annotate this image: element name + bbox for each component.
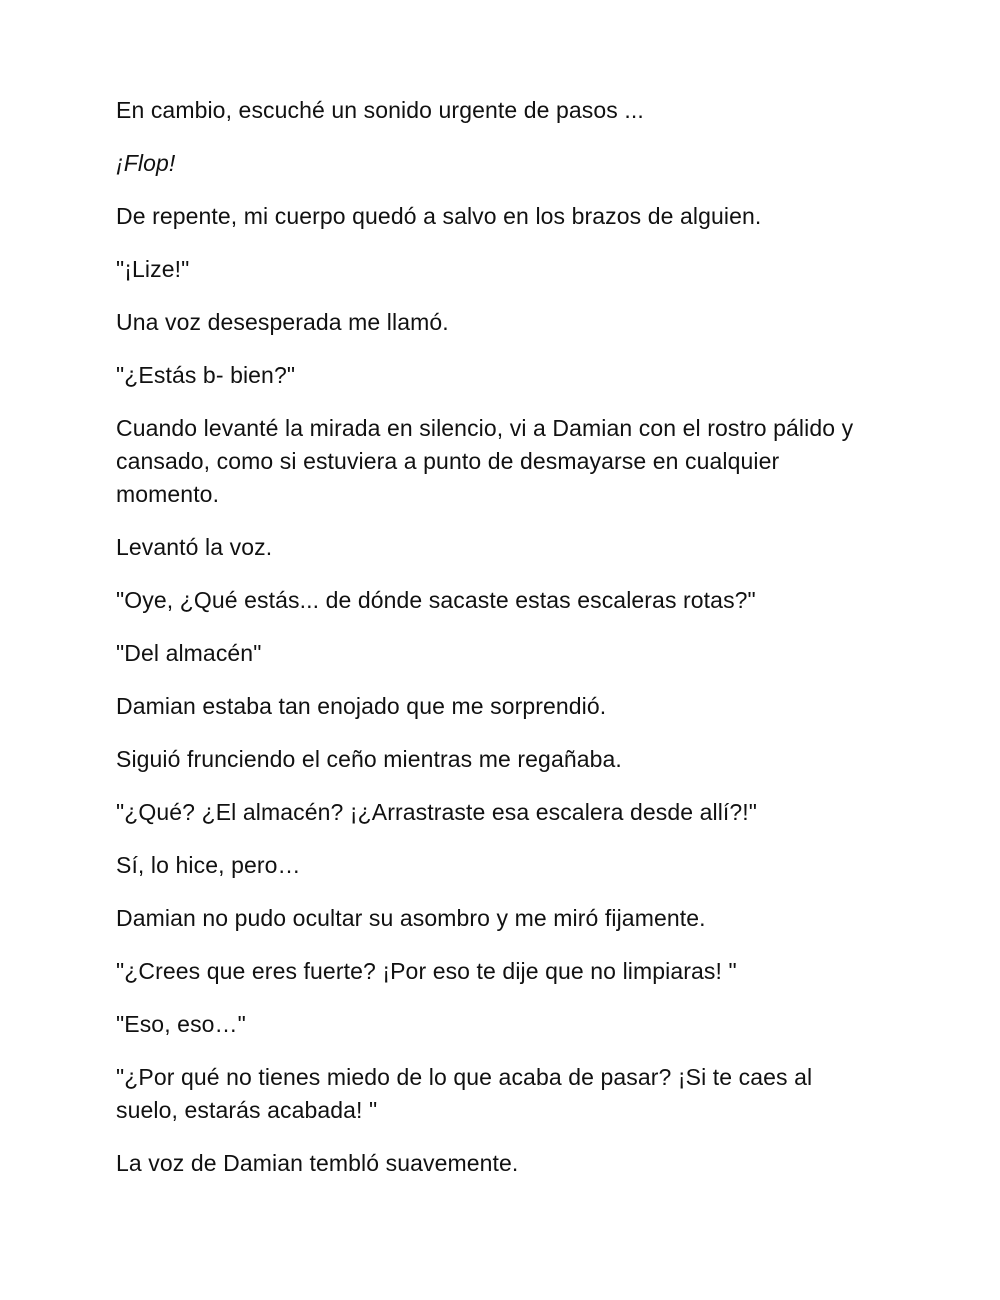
paragraph: Una voz desesperada me llamó.: [116, 309, 449, 335]
paragraph: En cambio, escuché un sonido urgente de pasos ...: [116, 97, 644, 123]
paragraph-dialogue: "¿Crees que eres fuerte? ¡Por eso te dije que no limpiaras! ": [116, 958, 737, 984]
paragraph: Damian no pudo ocultar su asombro y me miró fijamente.: [116, 905, 706, 931]
paragraph: De repente, mi cuerpo quedó a salvo en los brazos de alguien.: [116, 203, 762, 229]
paragraph: Siguió frunciendo el ceño mientras me regañaba.: [116, 746, 622, 772]
paragraph-sound-effect: ¡Flop!: [116, 150, 176, 176]
paragraph: Damian estaba tan enojado que me sorprendió.: [116, 693, 607, 719]
paragraph-dialogue: "Eso, eso…": [116, 1011, 246, 1037]
paragraph: La voz de Damian tembló suavemente.: [116, 1150, 519, 1176]
paragraph-dialogue: "Del almacén": [116, 640, 262, 666]
paragraph: Levantó la voz.: [116, 534, 273, 560]
paragraph-dialogue: "¿Estás b- bien?": [116, 362, 296, 388]
document-body: [116, 94, 876, 1200]
paragraph-dialogue: "¿Por qué no tienes miedo de lo que acaba de pasar? ¡Si te caes al suelo, estarás acabada! ": [116, 1064, 813, 1123]
paragraph: Sí, lo hice, pero…: [116, 852, 301, 878]
paragraph-dialogue: "¡Lize!": [116, 256, 190, 282]
paragraph: Cuando levanté la mirada en silencio, vi a Damian con el rostro pálido y cansado, como si estuviera a punto de desmayarse en cualquier momento.: [116, 415, 854, 507]
paragraph-dialogue: "Oye, ¿Qué estás... de dónde sacaste estas escaleras rotas?": [116, 587, 756, 613]
paragraph-dialogue: "¿Qué? ¿El almacén? ¡¿Arrastraste esa escalera desde allí?!": [116, 799, 758, 825]
